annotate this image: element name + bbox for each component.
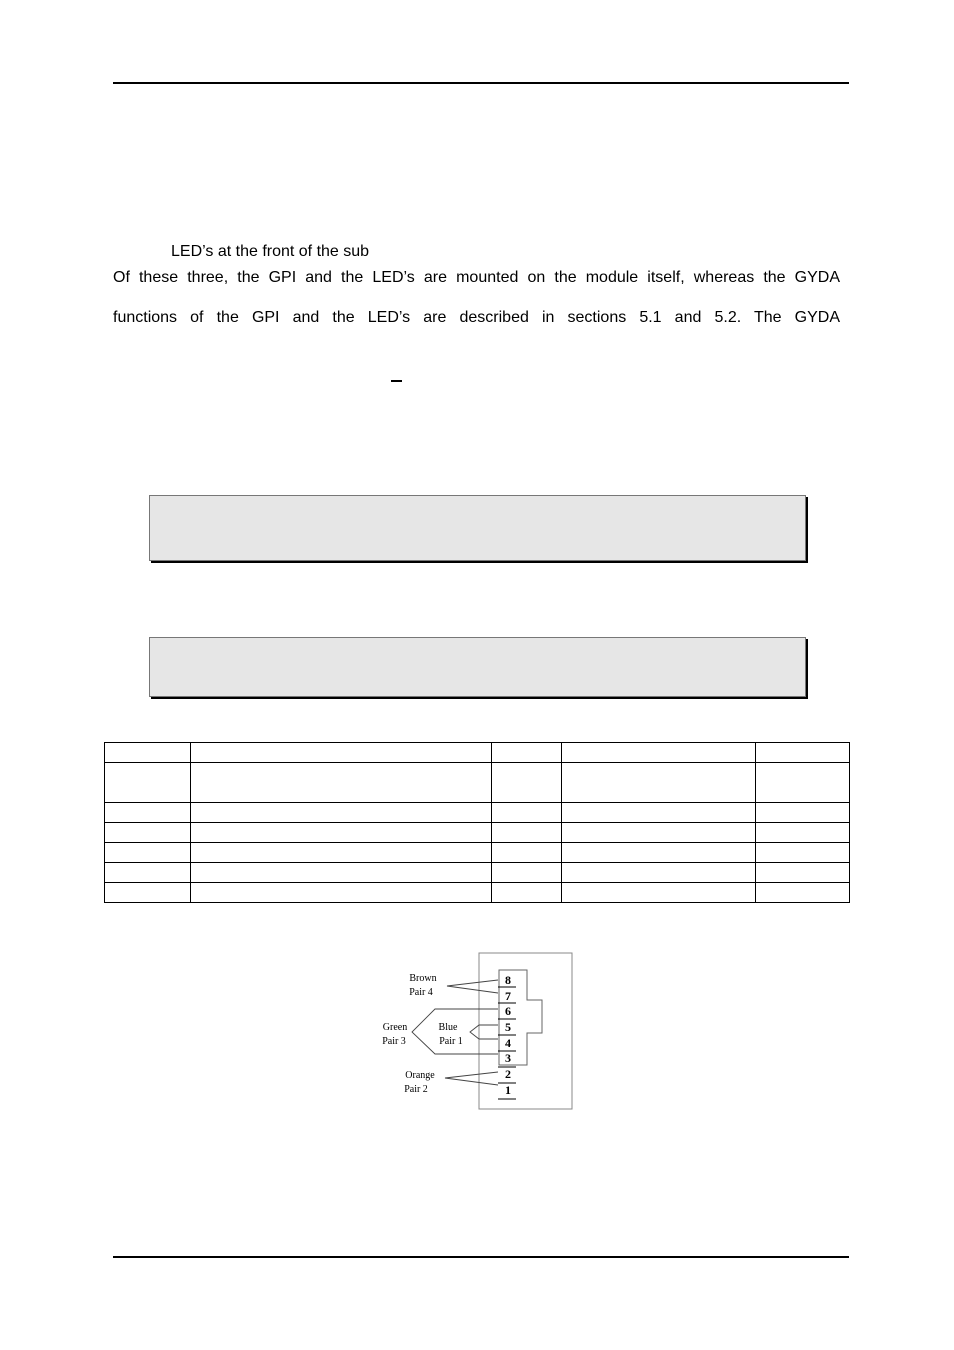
table-row <box>105 763 850 803</box>
bullet-item-leds: LED’s at the front of the sub <box>171 243 370 260</box>
pair-color-label: Orange <box>405 1070 435 1081</box>
footer-rule <box>113 1256 849 1258</box>
pin-label: 4 <box>505 1036 511 1050</box>
rj45-connector-diagram <box>372 950 576 1114</box>
paragraph-line-2: functions of the GPI and the LED’s are described in sections 5.1 and 5.2. The GYDA <box>113 309 840 326</box>
table-row <box>105 803 850 823</box>
paragraph-line-1: Of these three, the GPI and the LED’s are mounted on the module itself, whereas the GYDA <box>113 269 840 286</box>
pin-label: 8 <box>505 973 511 987</box>
pair-number-label: Pair 1 <box>439 1036 463 1047</box>
table-row <box>105 743 850 763</box>
table-row <box>105 863 850 883</box>
pair-number-label: Pair 4 <box>409 987 433 998</box>
table-row <box>105 843 850 863</box>
table-row <box>105 823 850 843</box>
pin-label: 2 <box>505 1067 511 1081</box>
pair-color-label: Green <box>382 1022 408 1033</box>
table-row <box>105 883 850 903</box>
pin-label: 5 <box>505 1020 511 1034</box>
pin-label: 3 <box>505 1051 511 1065</box>
note-box-1 <box>149 495 806 561</box>
pin-label: 7 <box>505 989 511 1003</box>
pair-number-label: Pair 3 <box>382 1036 406 1047</box>
note-box-2 <box>149 637 806 697</box>
header-rule <box>113 82 849 84</box>
pair-number-label: Pair 2 <box>404 1084 428 1095</box>
pin-table <box>104 742 850 903</box>
pin-label: 6 <box>505 1004 511 1018</box>
pin-label: 1 <box>505 1083 511 1097</box>
pair-color-label: Blue <box>438 1022 458 1033</box>
dash-mark <box>391 380 402 382</box>
pair-color-label: Brown <box>409 973 437 984</box>
